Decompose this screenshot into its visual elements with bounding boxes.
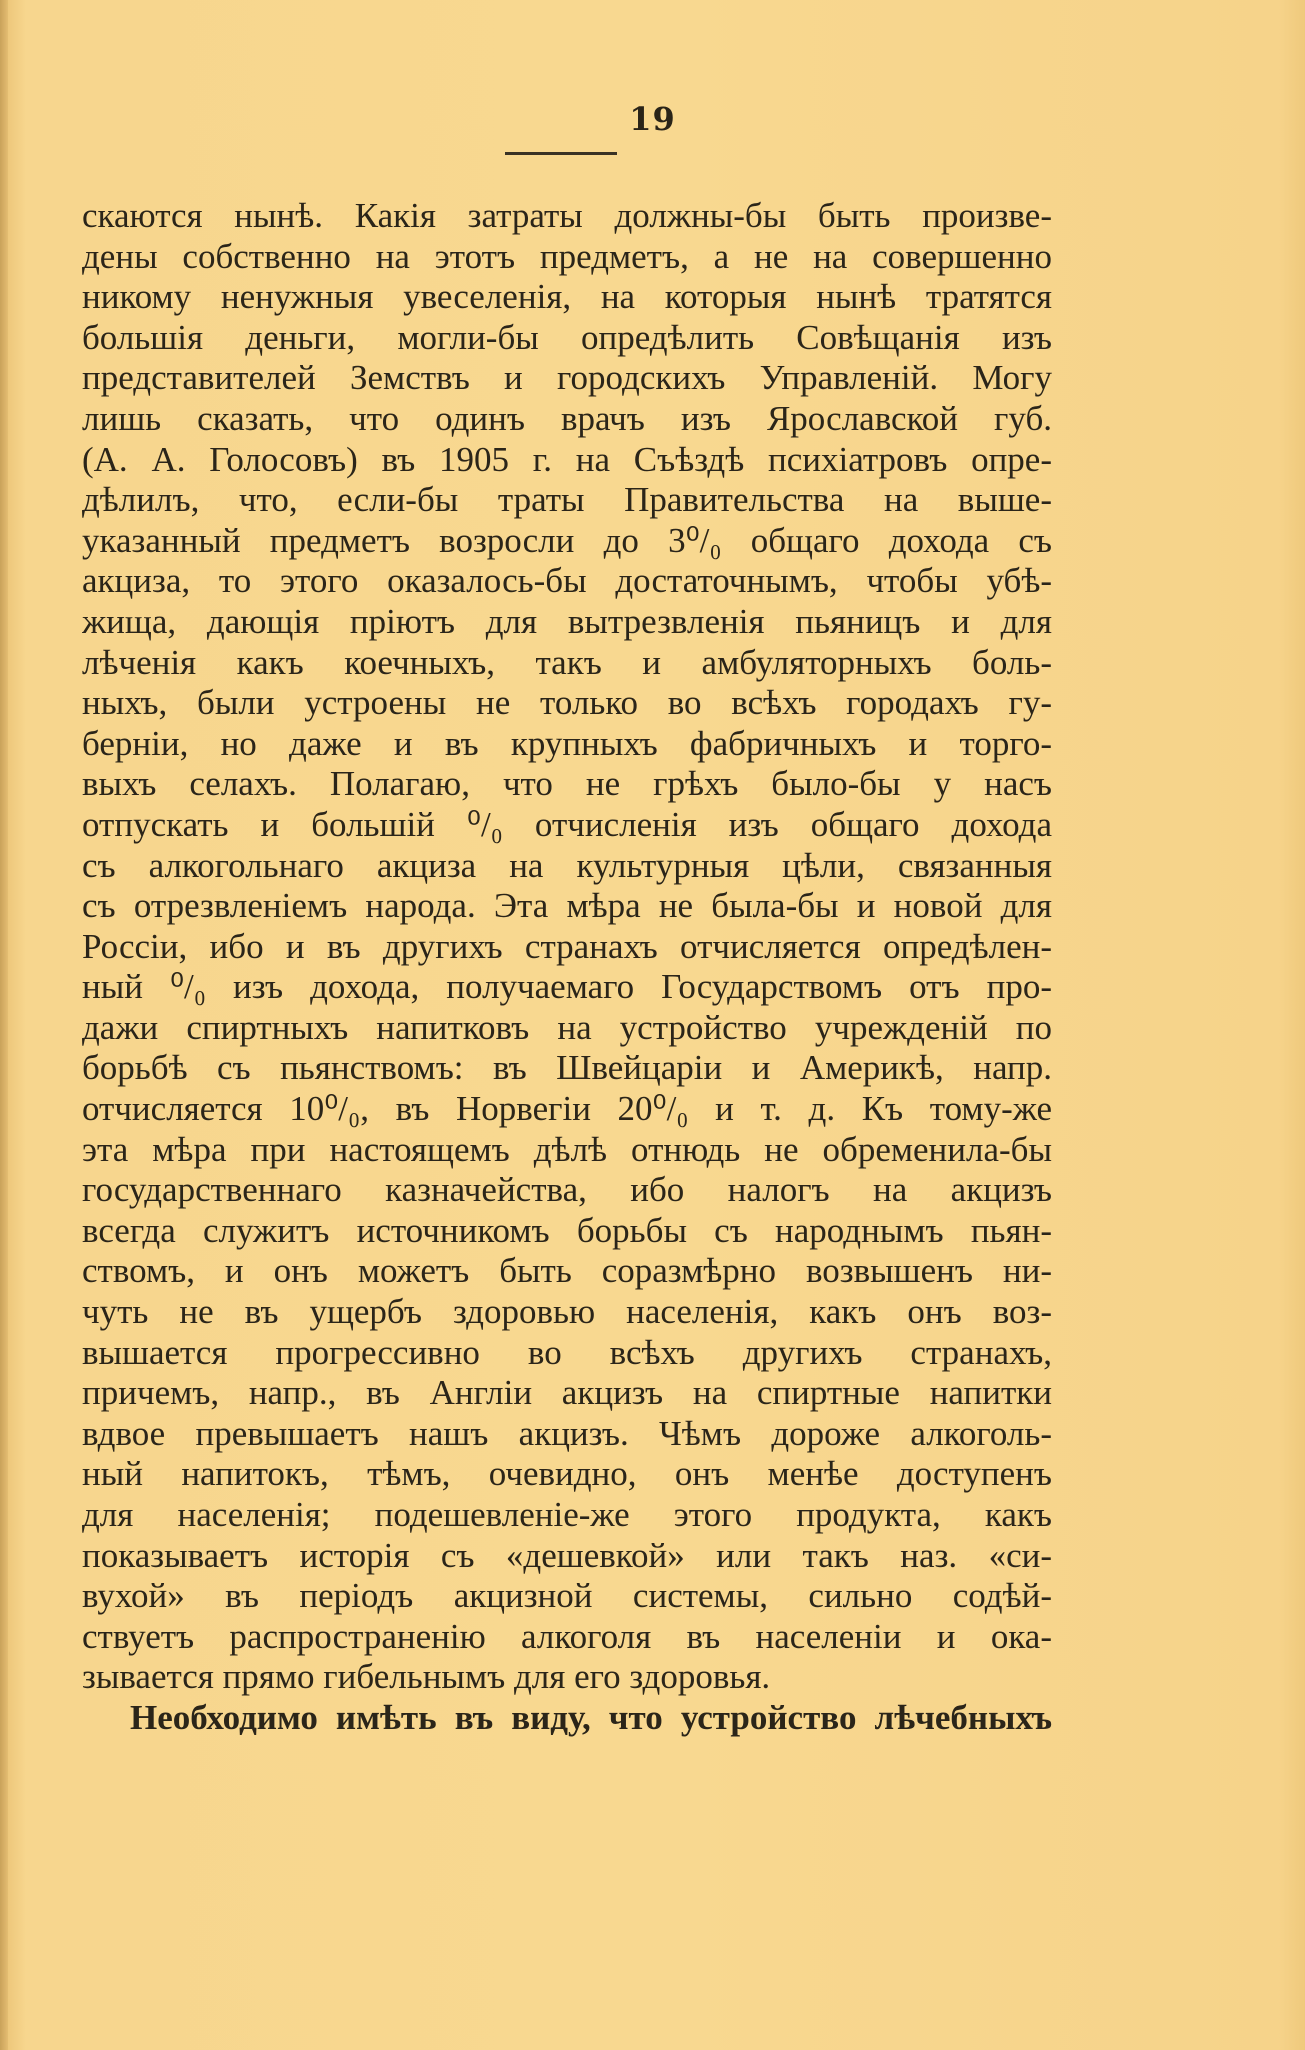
text-line: (А. А. Голосовъ) въ 1905 г. на Съѣздѣ психіатровъ опре-	[82, 439, 1052, 479]
text-line: ный ⁰/₀ изъ дохода, получаемаго Государствомъ отъ про-	[82, 967, 1052, 1007]
text-line: вухой» въ періодъ акцизной системы, сильно содѣй-	[82, 1576, 1052, 1616]
text-line: отчисляется 10⁰/₀, въ Норвегіи 20⁰/₀ и т. д. Къ тому-же	[82, 1089, 1052, 1129]
page-number: 19	[629, 100, 676, 138]
text-line: для населенія; подешевленіе-же этого продукта, какъ	[82, 1495, 1052, 1534]
text-line: съ алкогольнаго акциза на культурныя цѣли, связанныя	[82, 845, 1052, 885]
text-line: лишь сказать, что одинъ врачъ изъ Ярославской губ.	[82, 398, 1052, 438]
text-line: жища, дающія пріютъ для вытрезвленія пьяницъ и для	[82, 601, 1052, 641]
text-line: никому ненужныя увеселенія, на которыя нынѣ тратятся	[82, 277, 1052, 317]
text-line: дажи спиртныхъ напитковъ на устройство учрежденій по	[82, 1007, 1052, 1047]
text-line: ствомъ, и онъ можетъ быть соразмѣрно возвышенъ ни-	[82, 1251, 1052, 1291]
text-line: берніи, но даже и въ крупныхъ фабричныхъ и торго-	[82, 723, 1052, 763]
text-line: всегда служитъ источникомъ борьбы съ народнымъ пьян-	[82, 1210, 1052, 1250]
text-line: акциза, то этого оказалось-бы достаточнымъ, чтобы убѣ-	[82, 561, 1052, 601]
page-spine-edge	[0, 0, 8, 2050]
text-line: съ отрезвленіемъ народа. Эта мѣра не была-бы и новой для	[82, 886, 1052, 926]
text-line: указанный предметъ возросли до 3⁰/₀ общаго дохода съ	[82, 520, 1052, 560]
text-line: представителей Земствъ и городскихъ Управленій. Могу	[82, 358, 1052, 398]
text-line: выхъ селахъ. Полагаю, что не грѣхъ было-бы у насъ	[82, 764, 1052, 804]
text-line: отпускать и большій ⁰/₀ отчисленія изъ общаго дохода	[82, 804, 1052, 844]
text-line: дѣлилъ, что, если-бы траты Правительства на выше-	[82, 480, 1052, 520]
page-number-rule	[505, 152, 617, 155]
text-line: большія деньги, могли-бы опредѣлить Совѣщанія изъ	[82, 317, 1052, 357]
text-line: ный напитокъ, тѣмъ, очевидно, онъ менѣе доступенъ	[82, 1454, 1052, 1494]
text-line: вдвое превышаетъ нашъ акцизъ. Чѣмъ дороже алкоголь-	[82, 1413, 1052, 1453]
text-line: лѣченія какъ коечныхъ, такъ и амбуляторныхъ боль-	[82, 642, 1052, 682]
text-line: вышается прогрессивно во всѣхъ другихъ странахъ,	[82, 1332, 1052, 1372]
text-line: причемъ, напр., въ Англіи акцизъ на спиртные напитки	[82, 1373, 1052, 1413]
text-line: дены собственно на этотъ предметъ, а не на совершенно	[82, 236, 1052, 276]
text-line: показываетъ исторія съ «дешевкой» или такъ наз. «си-	[82, 1535, 1052, 1575]
text-line: ствуетъ распространенію алкоголя въ населеніи и ока-	[82, 1616, 1052, 1656]
body-text	[82, 196, 1052, 1739]
text-line: чуть не въ ущербъ здоровью населенія, какъ онъ воз-	[82, 1292, 1052, 1332]
text-line: борьбѣ съ пьянствомъ: въ Швейцаріи и Америкѣ, напр.	[82, 1048, 1052, 1088]
text-line: эта мѣра при настоящемъ дѣлѣ отнюдь не обременила-бы	[82, 1129, 1052, 1169]
text-line: скаются нынѣ. Какія затраты должны-бы быть произве-	[82, 196, 1052, 235]
text-line: ныхъ, были устроены не только во всѣхъ городахъ гу-	[82, 683, 1052, 723]
text-line: Россіи, ибо и въ другихъ странахъ отчисляется опредѣлен-	[82, 926, 1052, 966]
text-line: государственнаго казначейства, ибо налогъ на акцизъ	[82, 1170, 1052, 1210]
paragraph-start-line: Необходимо имѣть въ виду, что устройство лѣчебныхъ	[130, 1697, 1052, 1737]
paragraph-end-line: зывается прямо гибельнымъ для его здоровья.	[82, 1657, 771, 1697]
